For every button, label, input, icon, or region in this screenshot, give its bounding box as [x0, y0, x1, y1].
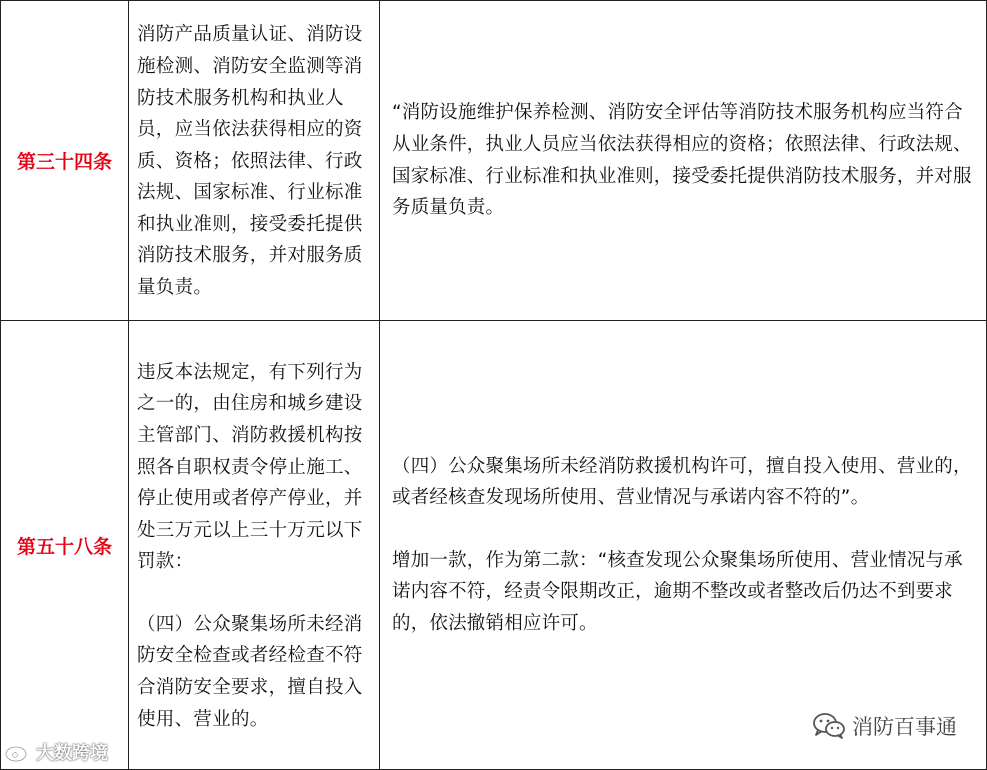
- table-row: [1, 321, 987, 770]
- original-text: 消防产品质量认证、消防设施检测、消防安全监测等消防技术服务机构和执业人员，应当依法获得相应的资质、资格；依照法律、行政法规、国家标准、行业标准和执业准则，接受委托提供消防技术服务，并对服务质量负责。: [137, 24, 363, 299]
- article-number: 第五十八条: [1, 321, 129, 770]
- watermark-left-text: 大数跨境: [36, 743, 108, 764]
- watermark-right-text: 消防百事通: [852, 715, 957, 739]
- table-row: [1, 1, 987, 321]
- revision-text-paragraph-2: 增加一款，作为第二款：“核查发现公众聚集场所使用、营业情况与承诺内容不符，经责令限期改正，逾期不整改或者整改后仍达不到要求的，依法撤销相应许可。: [392, 549, 963, 634]
- revision-text-paragraph-1: （四）公众聚集场所未经消防救援机构许可，擅自投入使用、营业的，或者经核查发现场所使用、营业情况与承诺内容不符的”。: [392, 455, 972, 509]
- wechat-icon: [812, 712, 846, 740]
- paragraph-gap: [392, 514, 978, 545]
- article-number: 第三十四条: [1, 1, 129, 321]
- original-text-cell: [129, 321, 380, 770]
- revision-text-cell: [380, 321, 987, 770]
- revision-text-cell: [380, 1, 987, 321]
- watermark-right: [812, 711, 957, 741]
- watermark-left: [4, 739, 108, 765]
- original-text-paragraph-1: 违反本法规定，有下列行为之一的，由住房和城乡建设主管部门、消防救援机构按照各自职权责令停止施工、停止使用或者停产停业，并处三万元以上三十万元以下罚款：: [137, 361, 363, 573]
- original-text-cell: [129, 1, 380, 321]
- revision-text: “消防设施维护保养检测、消防安全评估等消防技术服务机构应当符合从业条件，执业人员应当依法获得相应的资格；依照法律、行政法规、国家标准、行业标准和执业准则，接受委托提供消防技术服务，并对服务质量负责。: [392, 102, 972, 219]
- paragraph-gap: [137, 578, 373, 609]
- original-text-paragraph-2: （四）公众聚集场所未经消防安全检查或者经检查不符合消防安全要求，擅自投入使用、营业的。: [137, 613, 363, 730]
- weibo-logo-icon: [4, 741, 32, 763]
